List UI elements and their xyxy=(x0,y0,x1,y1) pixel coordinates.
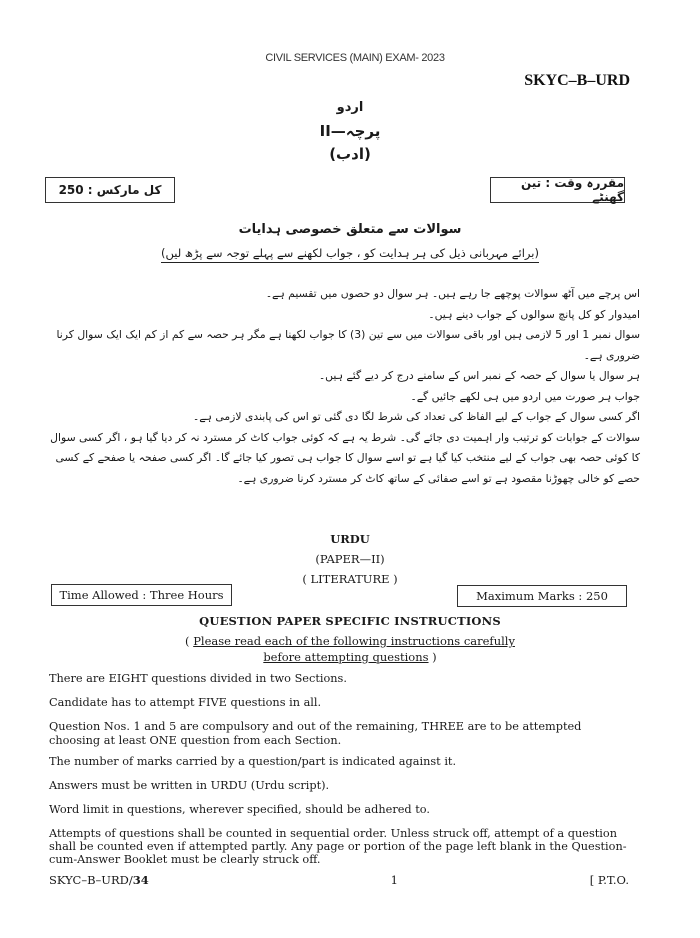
english-instruction-6: Word limit in questions, wherever specified, should be adhered to. xyxy=(49,803,430,816)
urdu-instruction: سوال نمبر 1 اور 5 لازمی ہیں اور باقی سوالات میں سے تین (3) کا جواب لکھنا ہے مگر ہر حصہ سے کم از کم ایک ایک سوال کرنا ضروری ہے۔ xyxy=(56,328,640,362)
urdu-instruction: سوالات کے جوابات کو ترتیب وار اہمیت دی جائے گی۔ شرط یہ ہے کہ کوئی جواب کاٹ کر مسترد نہ کر دیا گیا ہو ، اگر کسی سوال کا کوئی حصہ بھی جواب کے لیے منتخب کیا گیا ہے تو اسے سوال کا جواب ہی تصور کیا جائے گا۔ اگر کسی صفحہ یا صفحے کے کسی حصے کو خالی چھوڑنا مقصود ہے تو اسے صفائی کے ساتھ کاٹ کر مسترد کرنا ضروری ہے۔ xyxy=(50,430,640,485)
english-marks-box: Maximum Marks : 250 xyxy=(457,585,627,607)
english-instruction-2: Candidate has to attempt FIVE questions in all. xyxy=(49,696,322,709)
english-instructions-subheading xyxy=(0,634,700,648)
urdu-language-title: اردو xyxy=(336,100,364,115)
urdu-marks-box: کل مارکس : 250 xyxy=(45,177,175,203)
english-paper-number: (PAPER—II) xyxy=(315,552,385,566)
paper-code: SKYC–B–URD xyxy=(524,72,630,89)
urdu-paper-number: پرچہ—II xyxy=(319,122,381,140)
urdu-subject: (ادب) xyxy=(329,145,371,163)
footer-code: SKYC–B–URD/34 xyxy=(49,873,149,887)
page-number: 1 xyxy=(390,873,398,887)
english-time-box: Time Allowed : Three Hours xyxy=(51,584,232,606)
english-instruction-5: Answers must be written in URDU (Urdu script). xyxy=(49,779,330,792)
urdu-instruction: ہر سوال یا سوال کے حصہ کے نمبر اس کے سامنے درج کر دیے گئے ہیں۔ xyxy=(318,369,640,382)
paren-close: ) xyxy=(428,650,437,664)
english-instruction-4: The number of marks carried by a question/part is indicated against it. xyxy=(49,755,457,768)
english-language-title: URDU xyxy=(330,532,370,546)
exam-title: CIVIL SERVICES (MAIN) EXAM- 2023 xyxy=(265,52,445,64)
urdu-subheading-text: (برائے مہربانی ذیل کی ہر ہدایت کو ، جواب لکھنے سے پہلے توجہ سے پڑھ لیں) xyxy=(161,246,539,263)
urdu-instructions-subheading xyxy=(0,246,700,260)
english-instructions-subheading-2 xyxy=(0,650,700,664)
english-instruction-3: Question Nos. 1 and 5 are compulsory and out of the remaining, THREE are to be attempted choosing at least ONE question from each Section. xyxy=(49,720,582,747)
subheading-line-1: Please read each of the following instructions carefully xyxy=(193,634,515,648)
urdu-time-box: مقررہ وقت : تین گھنٹے xyxy=(490,177,625,203)
english-subject: ( LITERATURE ) xyxy=(302,572,398,586)
page-footer xyxy=(49,873,629,887)
urdu-instruction: اس پرچے میں آٹھ سوالات پوچھے جا رہے ہیں۔ ہر سوال دو حصوں میں تقسیم ہے۔ xyxy=(265,287,640,300)
pto-label: [ P.T.O. xyxy=(589,873,629,887)
english-instructions-heading: QUESTION PAPER SPECIFIC INSTRUCTIONS xyxy=(199,614,501,628)
english-instruction-1: There are EIGHT questions divided in two Sections. xyxy=(49,672,347,685)
english-instruction-7: Attempts of questions shall be counted in sequential order. Unless struck off, attempt of a question shall be counted even if attempted partly. Any page or portion of the page left blank in the Question-cum-Answer Booklet must be clearly struck off. xyxy=(49,827,627,866)
urdu-instruction: جواب ہر صورت میں اردو میں ہی لکھے جائیں گے۔ xyxy=(410,389,640,403)
paren-open: ( xyxy=(185,634,194,648)
urdu-instructions-heading: سوالات سے متعلق خصوصی ہدایات xyxy=(238,222,462,237)
urdu-instruction: اگر کسی سوال کے جواب کے لیے الفاظ کی تعداد کی شرط لگا دی گئی تو اس کی پابندی لازمی ہے۔ xyxy=(192,410,640,423)
subheading-line-2: before attempting questions xyxy=(263,650,429,664)
urdu-instruction: امیدوار کو کل پانچ سوالوں کے جواب دینے ہیں۔ xyxy=(428,307,640,321)
urdu-instructions-list xyxy=(50,284,640,489)
